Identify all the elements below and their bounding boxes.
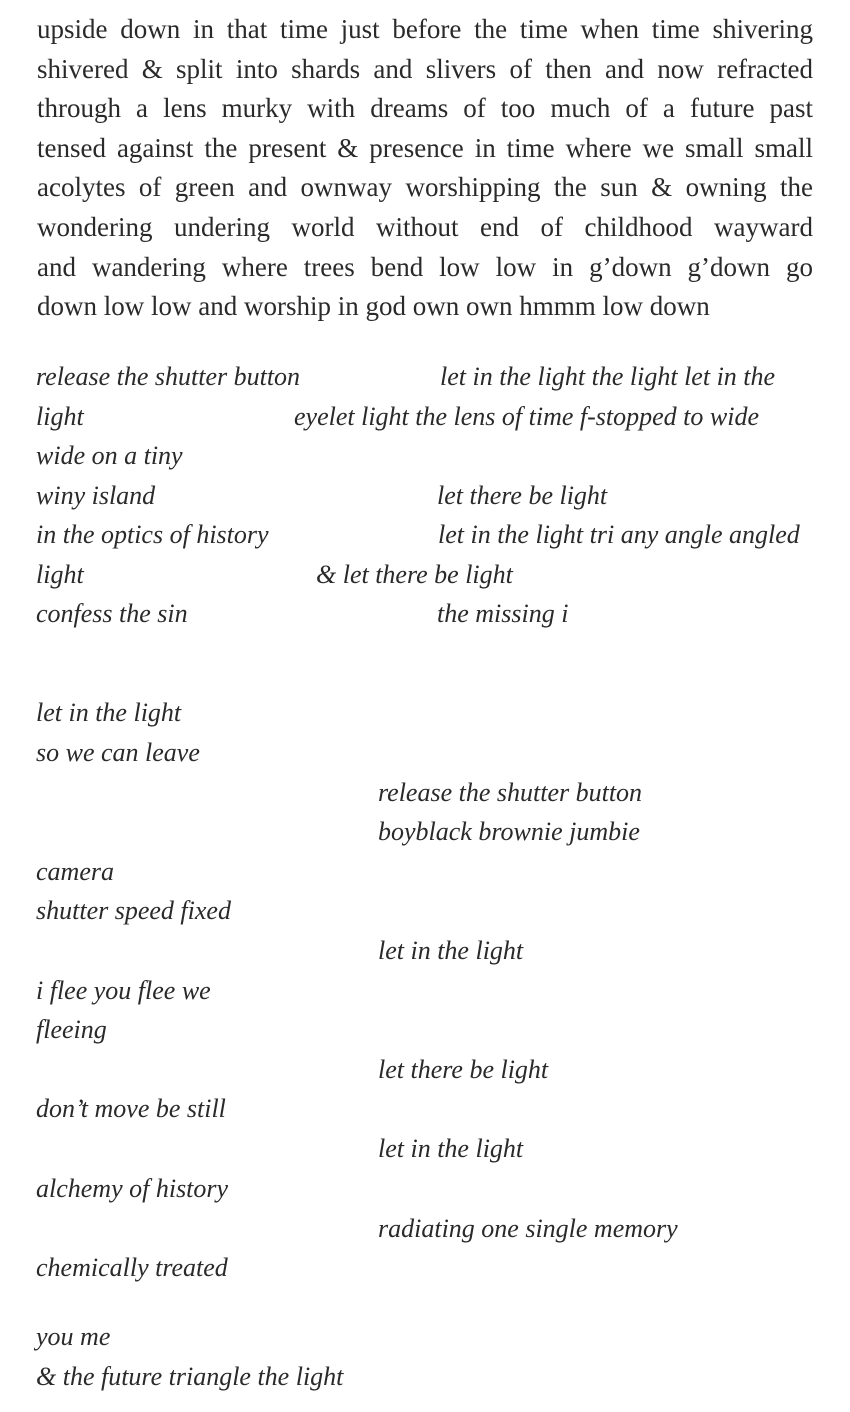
poem-line: shutter speed fixed xyxy=(36,896,231,925)
poem-line: let in the light the light let in the xyxy=(440,362,776,391)
prose-line: and wandering where trees bend low low in g’down g’down go xyxy=(37,251,813,282)
poem-line: let there be light xyxy=(437,481,608,510)
poem-line: don’t move be still xyxy=(36,1094,226,1123)
prose-line: upside down in that time just before the time when time shivering xyxy=(37,14,813,44)
poem-line: let in the light xyxy=(378,936,524,965)
poem-line: light xyxy=(36,560,84,589)
poem-line: chemically treated xyxy=(36,1253,228,1282)
poem-line: confess the sin xyxy=(36,599,188,628)
poem-line: & let there be light xyxy=(316,560,513,589)
poem-line: wide on a tiny xyxy=(36,441,183,470)
prose-line: shivered & split into shards and slivers of then and now refracted xyxy=(37,53,813,84)
poem-line: the missing i xyxy=(437,599,569,628)
poem-line: light xyxy=(36,402,84,431)
prose-line: down low low and worship in god own own hmmm low down xyxy=(37,291,710,322)
poem-line: i flee you flee we xyxy=(36,976,211,1005)
poem-line: let in the light xyxy=(36,698,182,727)
poem-line: so we can leave xyxy=(36,738,200,767)
poem-line: boyblack brownie jumbie xyxy=(378,817,640,846)
poem-line: let there be light xyxy=(378,1055,549,1084)
prose-line: tensed against the present & presence in time where we small small xyxy=(37,132,813,163)
poem-line: alchemy of history xyxy=(36,1174,229,1203)
poem-line: fleeing xyxy=(36,1015,107,1044)
poem-line: release the shutter button xyxy=(378,778,643,807)
prose-line: wondering undering world without end of childhood wayward xyxy=(37,211,813,242)
prose-line: through a lens murky with dreams of too much of a future past xyxy=(37,93,813,124)
poem-line: in the optics of history xyxy=(36,520,269,549)
poem-line: camera xyxy=(36,857,114,886)
poem-line: & the future triangle the light xyxy=(36,1362,344,1391)
poem-line: winy island xyxy=(36,481,156,510)
poem-line: release the shutter button xyxy=(36,362,301,391)
poem-line: let in the light tri any angle angled xyxy=(438,520,800,549)
poem-line: you me xyxy=(36,1322,111,1351)
poem-line: eyelet light the lens of time f-stopped to wide xyxy=(294,402,760,431)
poem-line: radiating one single memory xyxy=(378,1214,678,1243)
poem-line: let in the light xyxy=(378,1134,524,1163)
prose-line: acolytes of green and ownway worshipping the sun & owning the xyxy=(37,172,813,203)
